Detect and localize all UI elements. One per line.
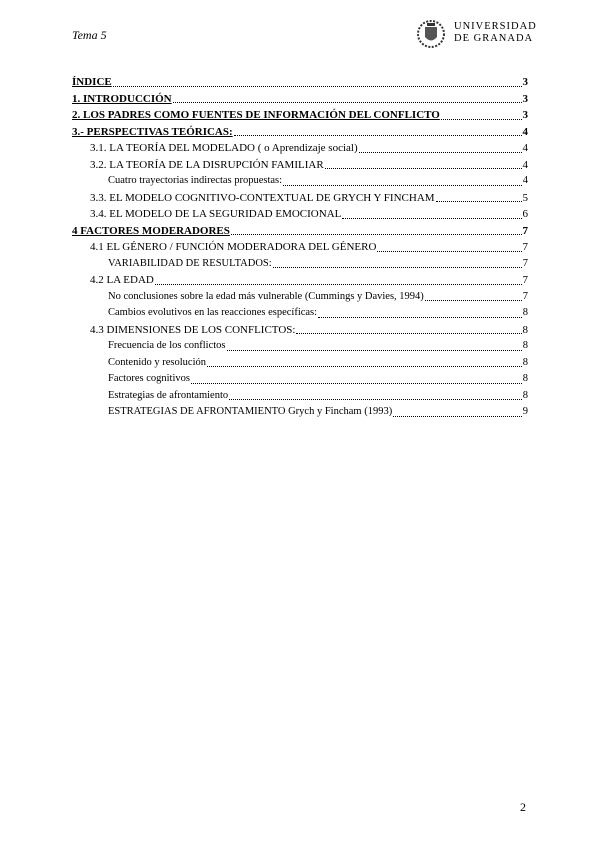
toc-dot-leader <box>342 218 521 219</box>
toc-entry[interactable] <box>72 355 528 372</box>
toc-entry-page: 7 <box>522 290 528 302</box>
toc-entry-title: ESTRATEGIAS DE AFRONTAMIENTO Grych y Fincham (1993) <box>108 406 393 417</box>
toc-dot-leader <box>377 251 521 252</box>
toc-entry[interactable] <box>72 256 528 273</box>
header-tema: Tema 5 <box>72 28 107 42</box>
toc-dot-leader <box>325 168 522 169</box>
toc-entry-page: 8 <box>522 323 528 336</box>
toc-entry-title: 2. LOS PADRES COMO FUENTES DE INFORMACIÓN DEL CONFLICTO <box>72 109 440 121</box>
toc-entry-title: Factores cognitivos <box>108 373 190 384</box>
toc-entry-title: No conclusiones sobre la edad más vulnerable (Cummings y Davies, 1994) <box>108 290 424 302</box>
toc-entry[interactable] <box>72 206 528 223</box>
toc-entry[interactable] <box>72 74 528 91</box>
toc-dot-leader <box>173 102 522 103</box>
toc-entry-page: 3 <box>522 76 528 88</box>
toc-dot-leader <box>231 234 522 235</box>
toc-entry[interactable] <box>72 272 528 289</box>
toc-entry-page: 8 <box>522 356 528 368</box>
toc-entry-page: 5 <box>522 191 528 204</box>
toc-entry-page: 7 <box>522 224 528 237</box>
toc-entry-title: 4.3 DIMENSIONES DE LOS CONFLICTOS: <box>90 323 296 336</box>
toc-entry-title: 3.3. EL MODELO COGNITIVO-CONTEXTUAL DE GRYCH Y FINCHAM <box>90 191 435 204</box>
toc-entry-title: 3.2. LA TEORÍA DE LA DISRUPCIÓN FAMILIAR <box>90 158 324 171</box>
toc-dot-leader <box>318 317 522 318</box>
toc-entry-title: ÍNDICE <box>72 76 112 88</box>
toc-dot-leader <box>155 284 522 285</box>
toc-entry[interactable] <box>72 173 528 190</box>
toc-entry-title: 3.- PERSPECTIVAS TEÓRICAS: <box>72 125 233 138</box>
toc-entry-title: Estrategias de afrontamiento <box>108 389 229 401</box>
toc-entry-title: Frecuencia de los conflictos <box>108 340 226 351</box>
toc-entry-title: 4 FACTORES MODERADORES <box>72 224 230 237</box>
toc-entry-title: Contenido y resolución <box>108 356 206 368</box>
toc-entry-title: VARIABILIDAD DE RESULTADOS: <box>108 257 272 269</box>
toc-entry-page: 7 <box>522 241 528 253</box>
toc-entry[interactable] <box>72 91 528 108</box>
toc-entry-page: 3 <box>522 109 528 121</box>
toc-entry[interactable] <box>72 371 528 388</box>
toc-entry[interactable] <box>72 289 528 306</box>
toc-entry-title: 4.1 EL GÉNERO / FUNCIÓN MODERADORA DEL GÉNERO <box>90 241 377 253</box>
toc-entry-page: 4 <box>522 142 528 154</box>
toc-entry[interactable] <box>72 190 528 207</box>
toc-entry[interactable] <box>72 404 528 421</box>
toc-entry-page: 4 <box>522 175 528 186</box>
toc-entry[interactable] <box>72 223 528 240</box>
toc-entry[interactable] <box>72 338 528 355</box>
toc-entry-title: 4.2 LA EDAD <box>90 274 154 286</box>
toc-entry-page: 7 <box>522 257 528 269</box>
toc-entry[interactable] <box>72 140 528 157</box>
university-line2: DE GRANADA <box>454 33 534 44</box>
toc-dot-leader <box>234 135 522 136</box>
toc-dot-leader <box>425 300 522 301</box>
toc-dot-leader <box>113 86 522 87</box>
toc-entry-page: 8 <box>522 307 528 318</box>
toc-entry-title: Cuatro trayectorias indirectas propuestas: <box>108 175 283 186</box>
table-of-contents <box>72 74 528 421</box>
toc-entry[interactable] <box>72 107 528 124</box>
toc-entry-page: 3 <box>522 92 528 105</box>
toc-entry[interactable] <box>72 322 528 339</box>
toc-dot-leader <box>296 333 521 334</box>
page-number: 2 <box>520 800 526 814</box>
toc-entry-page: 6 <box>522 208 528 220</box>
toc-dot-leader <box>359 152 522 153</box>
toc-entry[interactable] <box>72 239 528 256</box>
toc-entry-page: 9 <box>522 406 528 417</box>
university-line1: UNIVERSIDAD <box>454 21 537 32</box>
toc-dot-leader <box>393 416 522 417</box>
toc-entry[interactable] <box>72 388 528 405</box>
toc-dot-leader <box>207 366 522 367</box>
toc-entry[interactable] <box>72 124 528 141</box>
toc-dot-leader <box>441 119 522 120</box>
toc-entry-title: 3.4. EL MODELO DE LA SEGURIDAD EMOCIONAL <box>90 208 342 220</box>
toc-dot-leader <box>283 185 522 186</box>
toc-entry-page: 8 <box>522 340 528 351</box>
toc-entry-title: 3.1. LA TEORÍA DEL MODELADO ( o Aprendizaje social) <box>90 142 358 154</box>
toc-dot-leader <box>227 350 522 351</box>
toc-entry-page: 4 <box>522 125 528 138</box>
toc-dot-leader <box>229 399 522 400</box>
toc-entry-page: 4 <box>522 158 528 171</box>
toc-entry-page: 7 <box>522 274 528 286</box>
toc-entry-page: 8 <box>522 373 528 384</box>
toc-entry-title: 1. INTRODUCCIÓN <box>72 92 172 105</box>
toc-entry-page: 8 <box>522 389 528 401</box>
crest-icon <box>414 18 448 50</box>
toc-entry-title: Cambios evolutivos en las reacciones específicas: <box>108 307 318 318</box>
university-logo <box>414 18 537 50</box>
toc-entry[interactable] <box>72 305 528 322</box>
toc-entry[interactable] <box>72 157 528 174</box>
toc-dot-leader <box>273 267 522 268</box>
university-name <box>454 21 537 45</box>
toc-dot-leader <box>436 201 522 202</box>
toc-dot-leader <box>191 383 522 384</box>
